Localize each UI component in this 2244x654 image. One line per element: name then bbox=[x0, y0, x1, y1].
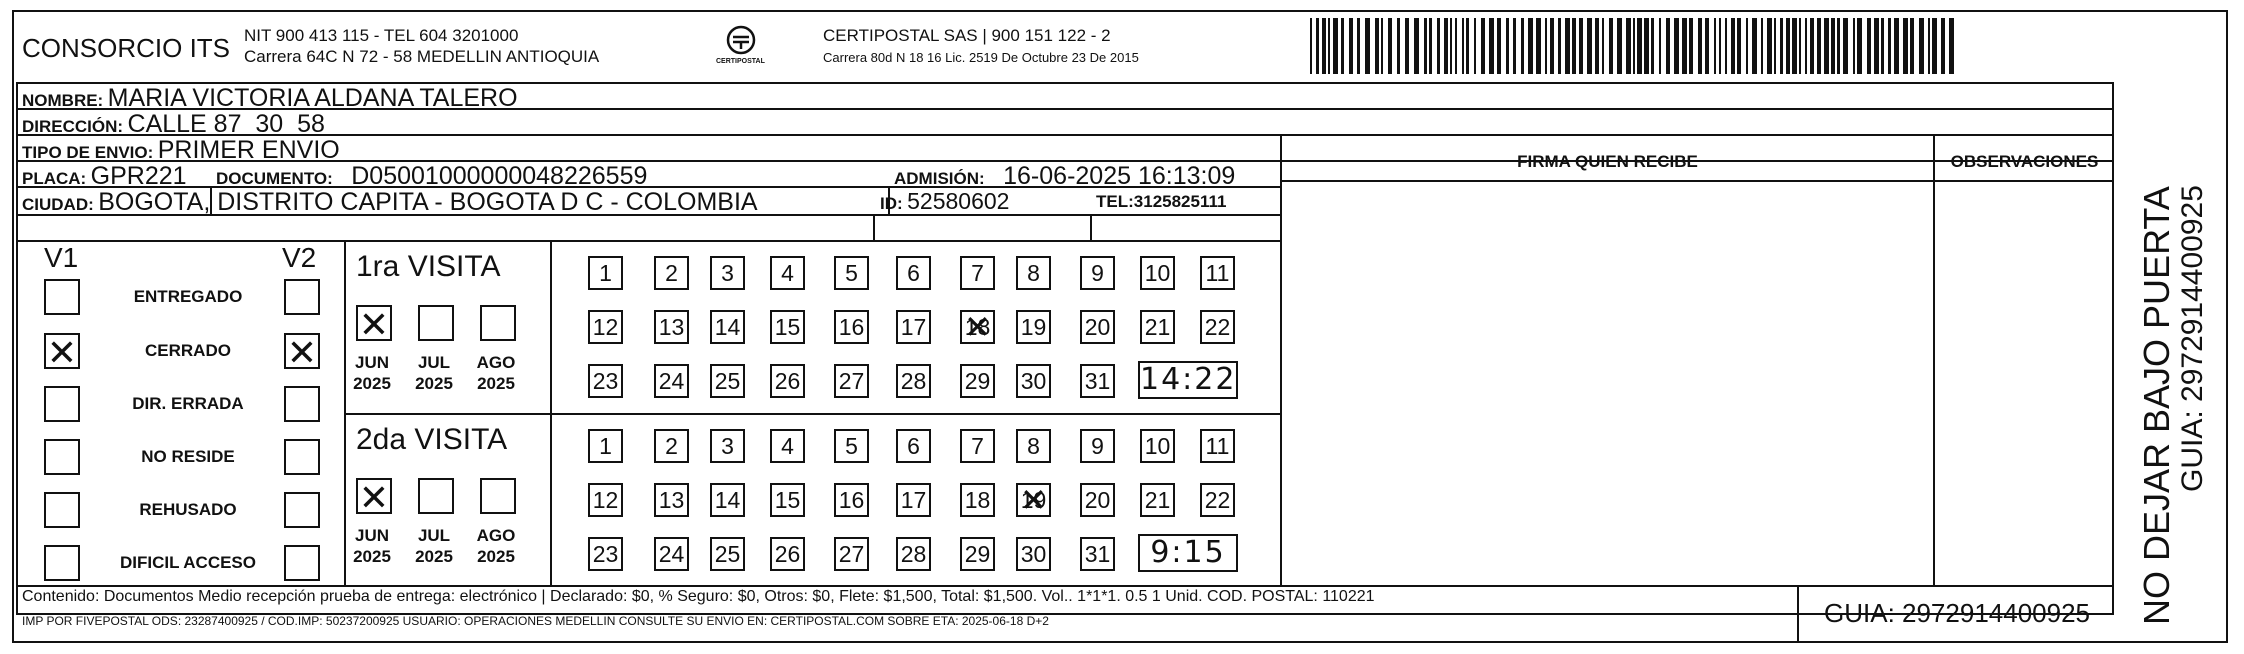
status-label: REHUSADO bbox=[139, 500, 237, 519]
day-box[interactable]: 29 bbox=[960, 537, 995, 571]
day-box[interactable]: 19 ✕ bbox=[1016, 483, 1051, 517]
day-box[interactable]: 7 bbox=[960, 256, 995, 290]
visit-title: 2da VISITA bbox=[356, 423, 508, 456]
day-box[interactable]: 11 bbox=[1200, 256, 1235, 290]
tipo-value: PRIMER ENVIO bbox=[157, 136, 340, 164]
year-label: 2025 bbox=[415, 547, 453, 566]
company-nit: NIT 900 413 115 - TEL 604 3201000 bbox=[244, 26, 519, 45]
visit-time: 9:15 bbox=[1138, 534, 1238, 572]
day-box[interactable]: 17 bbox=[896, 310, 931, 344]
month-label: JUL bbox=[417, 526, 451, 545]
direccion-value: CALLE 87 30 58 bbox=[127, 110, 325, 138]
company-address: Carrera 64C N 72 - 58 MEDELLIN ANTIOQUIA bbox=[244, 47, 600, 66]
day-box[interactable]: 18 bbox=[960, 483, 995, 517]
imp-text: IMP POR FIVEPOSTAL ODS: 23287400925 / COD.IMP: 50237200925 USUARIO: OPERACIONES MEDELLIN CONSULTE SU ENVIO EN: CERTIPOSTAL.COM SOBRE ETA: 2025-06-18 D+2 bbox=[22, 614, 1049, 628]
day-box[interactable]: 4 bbox=[770, 256, 805, 290]
visit-title: 1ra VISITA bbox=[356, 250, 501, 283]
day-box[interactable]: 6 bbox=[896, 256, 931, 290]
day-box[interactable]: 21 bbox=[1140, 483, 1175, 517]
status-v2-checkbox[interactable] bbox=[284, 439, 320, 475]
status-label: CERRADO bbox=[145, 341, 231, 360]
contenido-text: Contenido: Documentos Medio recepción prueba de entrega: electrónico | Declarado: $0, % Seguro: $0, Otros: $0, Flete: $1,500, Total: $1,500. Vol.. 1*1*1. 0.5 1 Unid. COD. POSTAL: 110221 bbox=[22, 588, 1375, 605]
year-label: 2025 bbox=[477, 547, 515, 566]
status-label: ENTREGADO bbox=[133, 287, 243, 306]
day-box[interactable]: 5 bbox=[834, 256, 869, 290]
logo-text: CERTIPOSTAL bbox=[716, 58, 765, 65]
guia-footer: GUIA: 2972914400925 bbox=[1824, 598, 2090, 628]
status-v1-checkbox[interactable] bbox=[44, 333, 80, 369]
day-box[interactable]: 22 bbox=[1200, 310, 1235, 344]
day-box[interactable]: 26 bbox=[770, 537, 805, 571]
day-box[interactable]: 5 bbox=[834, 429, 869, 463]
day-box[interactable]: 20 bbox=[1080, 483, 1115, 517]
tel-row bbox=[1096, 192, 1226, 212]
id-value: 52580602 bbox=[907, 188, 1010, 214]
status-v1-checkbox[interactable] bbox=[44, 545, 80, 581]
day-box[interactable]: 2 bbox=[654, 429, 689, 463]
month-label: JUL bbox=[417, 353, 451, 372]
day-box[interactable]: 24 bbox=[654, 537, 689, 571]
side-guia: GUIA: 2972914400925 bbox=[2176, 185, 2209, 492]
placa-label: PLACA: bbox=[22, 169, 87, 188]
v1-header: V1 bbox=[44, 242, 79, 273]
nombre-row bbox=[22, 84, 518, 113]
tipo-label: TIPO DE ENVIO: bbox=[22, 143, 154, 162]
day-box[interactable]: 6 bbox=[896, 429, 931, 463]
day-box[interactable]: 27 bbox=[834, 364, 869, 398]
nombre-value: MARIA VICTORIA ALDANA TALERO bbox=[107, 84, 518, 112]
day-box[interactable]: 25 bbox=[710, 537, 745, 571]
observaciones-header: OBSERVACIONES bbox=[1950, 152, 2099, 171]
day-box[interactable]: 23 bbox=[588, 537, 623, 571]
year-label: 2025 bbox=[415, 374, 453, 393]
day-box[interactable]: 1 bbox=[588, 429, 623, 463]
month-label: AGO bbox=[476, 353, 516, 372]
v2-header: V2 bbox=[282, 242, 317, 273]
documento-row bbox=[216, 162, 647, 191]
month-checkbox[interactable] bbox=[480, 305, 516, 341]
day-box[interactable]: 29 bbox=[960, 364, 995, 398]
nombre-label: NOMBRE: bbox=[22, 91, 104, 110]
day-box[interactable]: 9 bbox=[1080, 256, 1115, 290]
status-v2-checkbox[interactable] bbox=[284, 279, 320, 315]
documento-value: D05001000000048226559 bbox=[351, 162, 648, 190]
day-box[interactable]: 3 bbox=[710, 256, 745, 290]
day-box[interactable]: 10 bbox=[1140, 256, 1175, 290]
day-box[interactable]: 15 bbox=[770, 310, 805, 344]
status-v2-checkbox[interactable] bbox=[284, 492, 320, 528]
month-checkbox[interactable] bbox=[356, 478, 392, 514]
day-box[interactable]: 30 bbox=[1016, 364, 1051, 398]
firma-header: FIRMA QUIEN RECIBE bbox=[1517, 152, 1698, 171]
carrier-address: Carrera 80d N 18 16 Lic. 2519 De Octubre 23 De 2015 bbox=[823, 50, 1139, 65]
day-box[interactable]: 28 bbox=[896, 537, 931, 571]
year-label: 2025 bbox=[353, 547, 391, 566]
day-box[interactable]: 10 bbox=[1140, 429, 1175, 463]
year-label: 2025 bbox=[353, 374, 391, 393]
day-box[interactable]: 14 bbox=[710, 483, 745, 517]
day-box[interactable]: 27 bbox=[834, 537, 869, 571]
day-box[interactable]: 23 bbox=[588, 364, 623, 398]
day-box[interactable]: 26 bbox=[770, 364, 805, 398]
day-box[interactable]: 31 bbox=[1080, 364, 1115, 398]
month-checkbox[interactable] bbox=[418, 305, 454, 341]
placa-row bbox=[22, 162, 187, 191]
status-v1-checkbox[interactable] bbox=[44, 492, 80, 528]
status-label: NO RESIDE bbox=[141, 447, 235, 466]
day-box[interactable]: 22 bbox=[1200, 483, 1235, 517]
admision-label: ADMISIÓN: bbox=[894, 169, 985, 188]
day-box[interactable]: 20 bbox=[1080, 310, 1115, 344]
day-box[interactable]: 12 bbox=[588, 310, 623, 344]
day-box[interactable]: 18 ✕ bbox=[960, 310, 995, 344]
day-box[interactable]: 16 bbox=[834, 483, 869, 517]
day-box[interactable]: 30 bbox=[1016, 537, 1051, 571]
tel-label: TEL: bbox=[1096, 192, 1134, 211]
carrier-name: CERTIPOSTAL SAS | 900 151 122 - 2 bbox=[823, 26, 1111, 45]
id-label: ID: bbox=[880, 194, 903, 213]
side-text bbox=[2120, 80, 2228, 625]
status-v2-checkbox[interactable] bbox=[284, 386, 320, 422]
day-box[interactable]: 3 bbox=[710, 429, 745, 463]
tel-value: 3125825111 bbox=[1133, 192, 1227, 211]
month-checkbox[interactable] bbox=[356, 305, 392, 341]
status-v1-checkbox[interactable] bbox=[44, 386, 80, 422]
placa-value: GPR221 bbox=[90, 162, 187, 190]
day-box[interactable]: 4 bbox=[770, 429, 805, 463]
day-box[interactable]: 24 bbox=[654, 364, 689, 398]
ciudad-row bbox=[22, 188, 758, 217]
month-checkbox[interactable] bbox=[480, 478, 516, 514]
status-v1-checkbox[interactable] bbox=[44, 279, 80, 315]
tipo-row bbox=[22, 136, 340, 165]
month-label: JUN bbox=[354, 526, 389, 545]
month-checkbox[interactable] bbox=[418, 478, 454, 514]
warning-text: NO DEJAR BAJO PUERTA bbox=[2136, 186, 2177, 625]
day-box[interactable]: 13 bbox=[654, 310, 689, 344]
day-box[interactable]: 2 bbox=[654, 256, 689, 290]
day-box[interactable]: 8 bbox=[1016, 429, 1051, 463]
admision-value: 16-06-2025 16:13:09 bbox=[1003, 162, 1236, 190]
day-box[interactable]: 11 bbox=[1200, 429, 1235, 463]
day-box[interactable]: 16 bbox=[834, 310, 869, 344]
company-name: CONSORCIO ITS bbox=[22, 33, 231, 63]
day-box[interactable]: 28 bbox=[896, 364, 931, 398]
ciudad-value: BOGOTA, DISTRITO CAPITA - BOGOTA D C - COLOMBIA bbox=[98, 188, 758, 216]
visit-time: 14:22 bbox=[1140, 362, 1237, 397]
day-box[interactable]: 25 bbox=[710, 364, 745, 398]
id-row bbox=[880, 188, 1009, 215]
day-box[interactable]: 8 bbox=[1016, 256, 1051, 290]
status-label: DIR. ERRADA bbox=[132, 394, 244, 413]
day-box[interactable]: 21 bbox=[1140, 310, 1175, 344]
documento-label: DOCUMENTO: bbox=[216, 169, 333, 188]
day-box[interactable]: 14 bbox=[710, 310, 745, 344]
ciudad-label: CIUDAD: bbox=[22, 195, 94, 214]
day-box[interactable]: 1 bbox=[588, 256, 623, 290]
status-label: DIFICIL ACCESO bbox=[119, 553, 256, 572]
status-v1-checkbox[interactable] bbox=[44, 439, 80, 475]
day-box[interactable]: 7 bbox=[960, 429, 995, 463]
day-box[interactable]: 31 bbox=[1080, 537, 1115, 571]
year-label: 2025 bbox=[477, 374, 515, 393]
direccion-row bbox=[22, 110, 325, 139]
day-box[interactable]: 13 bbox=[654, 483, 689, 517]
admision-row bbox=[894, 162, 1235, 191]
day-box[interactable]: 9 bbox=[1080, 429, 1115, 463]
direccion-label: DIRECCIÓN: bbox=[22, 117, 124, 136]
month-label: JUN bbox=[354, 353, 389, 372]
day-box[interactable]: 19 bbox=[1016, 310, 1051, 344]
day-box[interactable]: 17 bbox=[896, 483, 931, 517]
status-v2-checkbox[interactable] bbox=[284, 545, 320, 581]
status-v2-checkbox[interactable] bbox=[284, 333, 320, 369]
month-label: AGO bbox=[476, 526, 516, 545]
barcode bbox=[1310, 18, 1960, 74]
day-box[interactable]: 15 bbox=[770, 483, 805, 517]
day-box[interactable]: 12 bbox=[588, 483, 623, 517]
